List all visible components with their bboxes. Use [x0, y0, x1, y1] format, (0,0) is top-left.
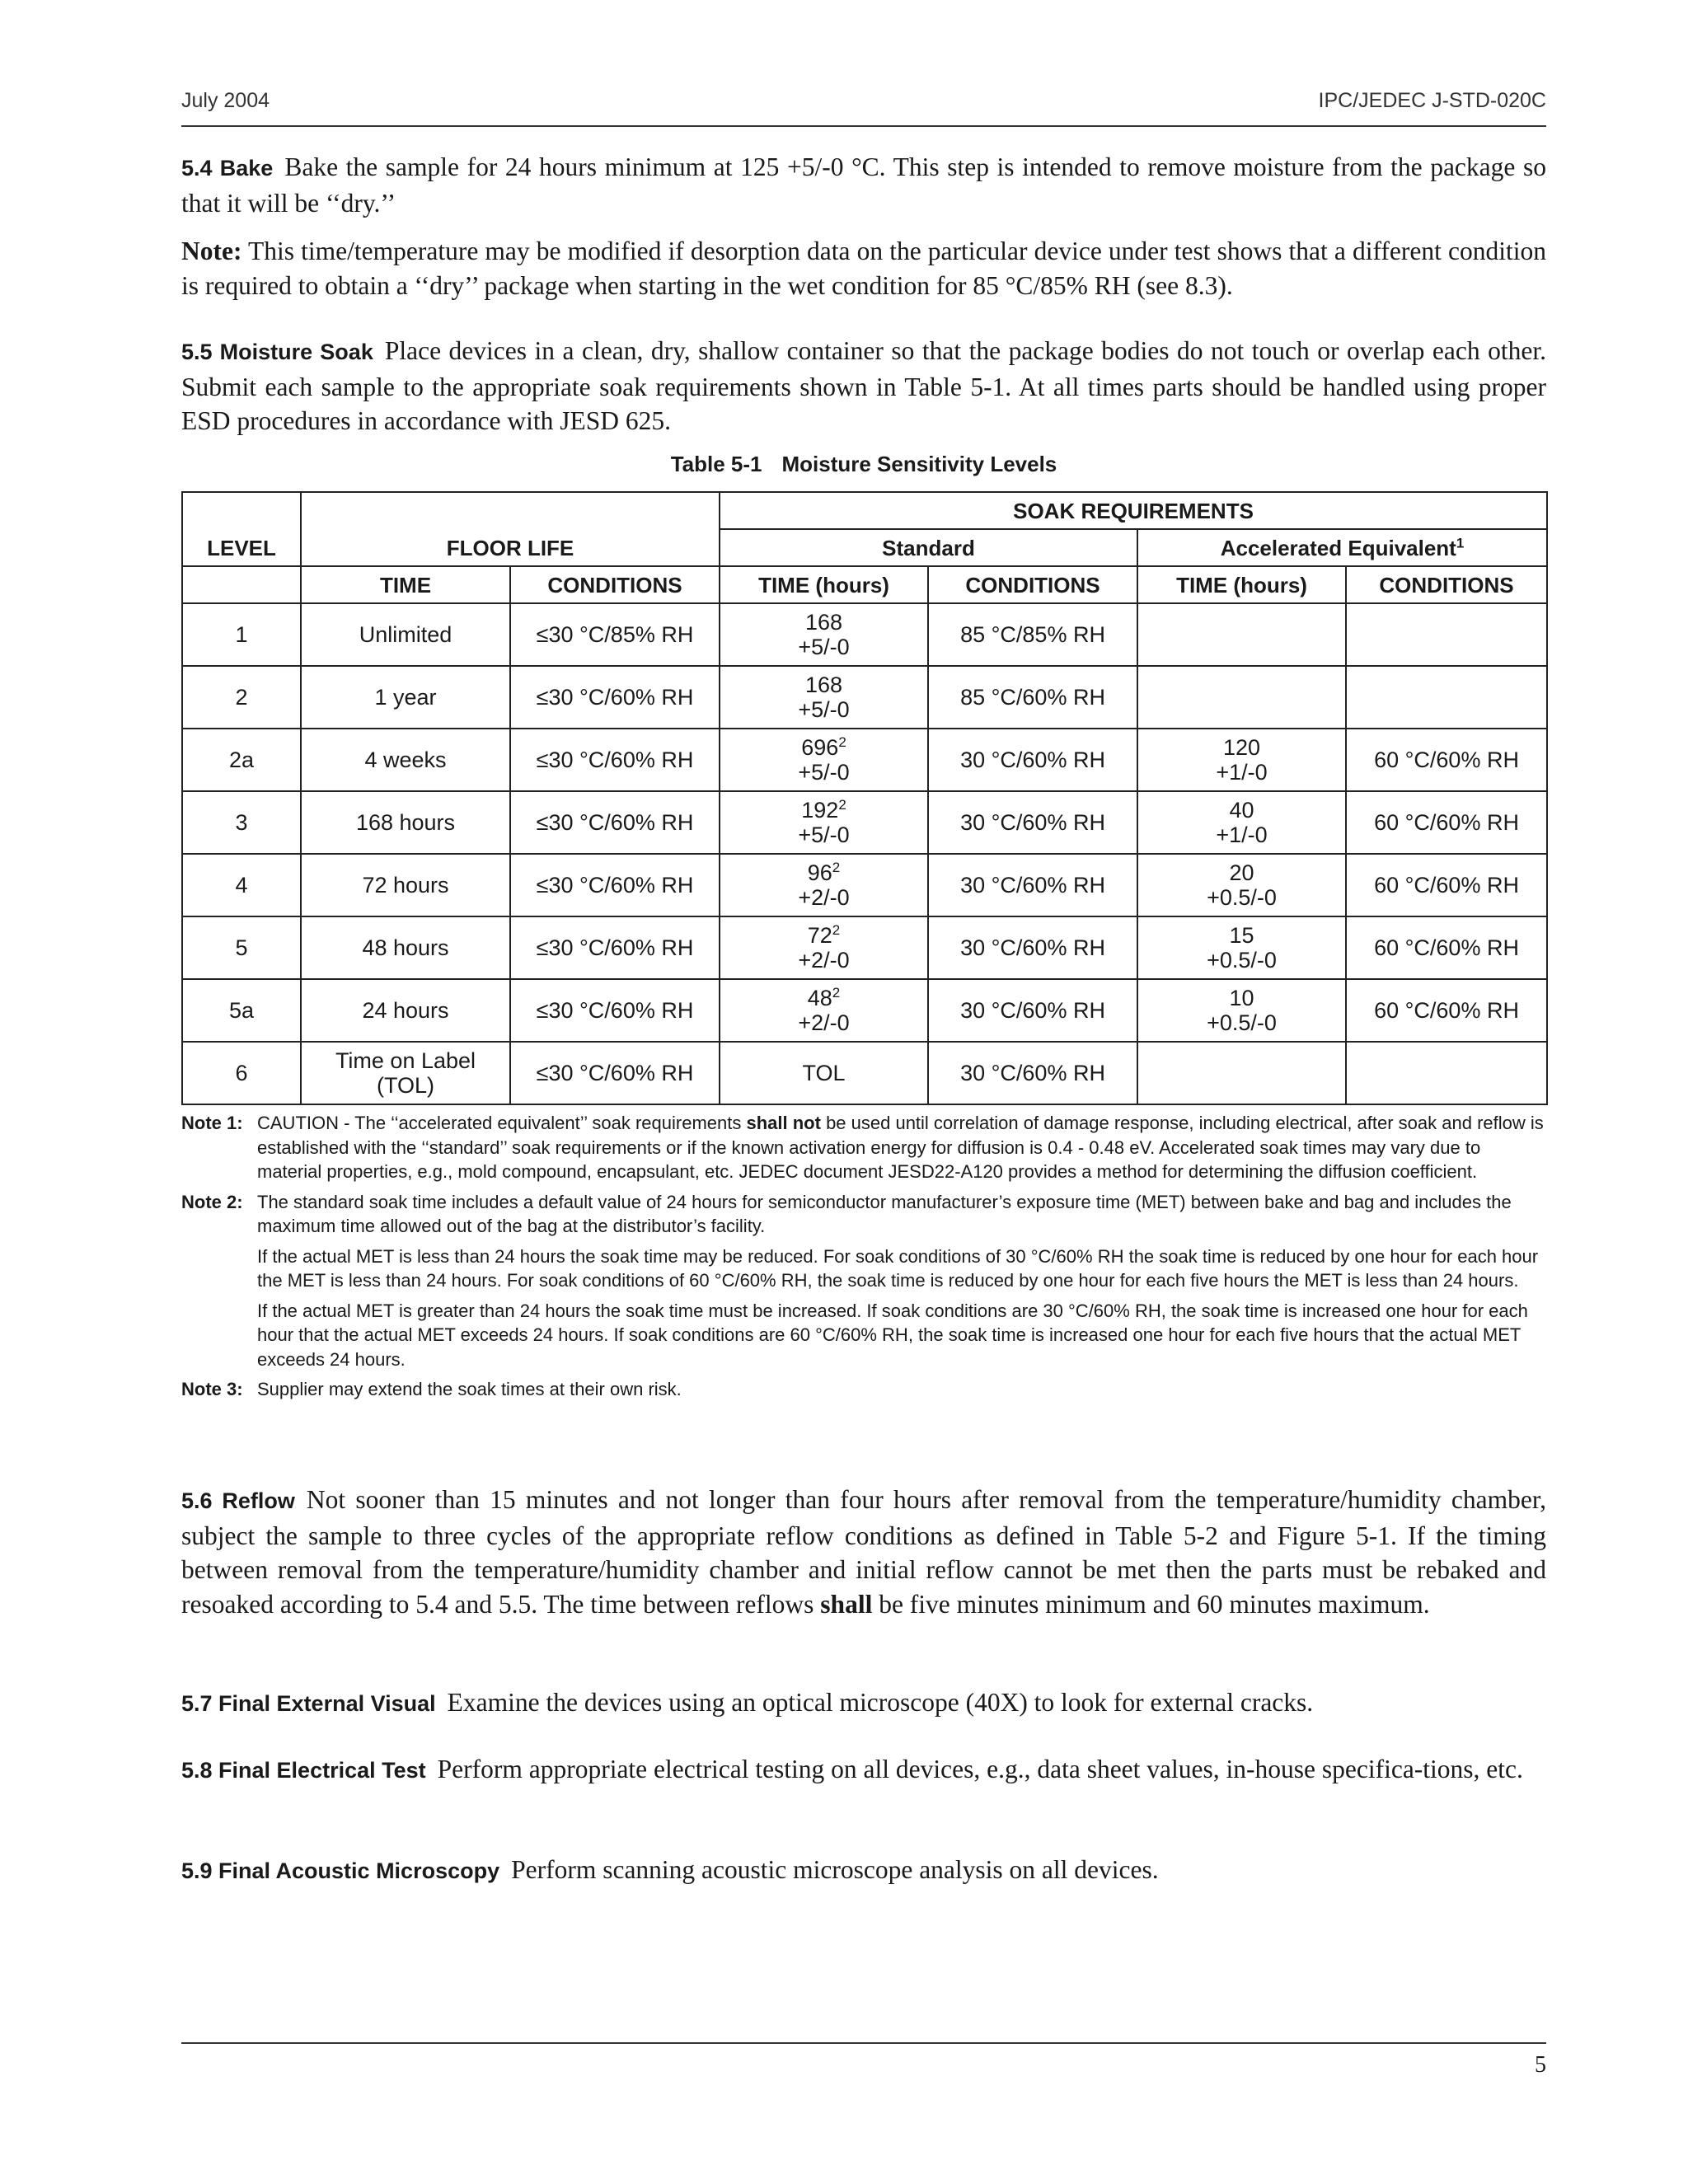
std-time-footnote: 2 — [832, 922, 841, 938]
table-row — [182, 979, 1547, 1042]
header-level: LEVEL — [182, 492, 301, 566]
section-text: be five minutes minimum and 60 minutes maximum. — [879, 1589, 1430, 1619]
section-heading: 5.9 Final Acoustic Microscopy — [181, 1858, 500, 1883]
cell-std-time — [720, 791, 928, 854]
cell-floor-conditions: ≤30 °C/60% RH — [510, 854, 720, 916]
table-row — [182, 791, 1547, 854]
cell-floor-conditions: ≤30 °C/60% RH — [510, 1042, 720, 1104]
section-5-8-final-electrical-test — [181, 1752, 1546, 1788]
running-header — [181, 86, 1546, 127]
std-time-value: 72 — [807, 923, 832, 948]
cell-level: 2a — [182, 729, 301, 791]
std-time-value: 696 — [801, 735, 839, 760]
section-heading: 5.5 Moisture Soak — [181, 340, 373, 364]
table-row — [182, 916, 1547, 979]
header-conditions: CONDITIONS — [510, 566, 720, 603]
header-std-conditions: CONDITIONS — [928, 566, 1137, 603]
cell-floor-time: 168 hours — [301, 791, 510, 854]
bake-note — [181, 234, 1546, 302]
acc-time-value: 15 — [1229, 923, 1254, 948]
acc-time-tolerance: +0.5/-0 — [1207, 948, 1277, 972]
table-row — [182, 854, 1547, 916]
cell-std-conditions: 30 °C/60% RH — [928, 1042, 1137, 1104]
table-row — [182, 1042, 1547, 1104]
section-5-5-moisture-soak — [181, 334, 1546, 438]
cell-level: 5a — [182, 979, 301, 1042]
cell-floor-conditions: ≤30 °C/60% RH — [510, 916, 720, 979]
std-time-value: 192 — [801, 798, 839, 823]
section-text: Perform scanning acoustic microscope analysis on all devices. — [511, 1855, 1159, 1884]
header-time: TIME — [301, 566, 510, 603]
cell-std-conditions: 30 °C/60% RH — [928, 791, 1137, 854]
cell-acc-conditions — [1346, 603, 1547, 666]
cell-level: 6 — [182, 1042, 301, 1104]
note-emphasis: shall not — [746, 1113, 821, 1133]
header-acc-conditions: CONDITIONS — [1346, 566, 1547, 603]
section-emphasis: shall — [820, 1589, 873, 1619]
cell-std-time — [720, 916, 928, 979]
cell-acc-conditions — [1346, 1042, 1547, 1104]
std-time-footnote: 2 — [838, 797, 846, 813]
section-text: Perform appropriate electrical testing on all devices, e.g., data sheet values, in-house specifica-tions, etc. — [437, 1755, 1523, 1783]
std-time-value: 48 — [807, 986, 832, 1010]
cell-std-time — [720, 666, 928, 729]
cell-std-time — [720, 729, 928, 791]
acc-time-tolerance: +1/-0 — [1216, 760, 1268, 785]
cell-floor-conditions: ≤30 °C/60% RH — [510, 729, 720, 791]
table-row — [182, 603, 1547, 666]
page-number: 5 — [1535, 2052, 1546, 2078]
note-paragraph: The standard soak time includes a default value of 24 hours for semiconductor manufacturer’s exposure time (MET) between bake and bag and includes the maximum time allowed out of the bag at the distributor’s facility. — [257, 1191, 1512, 1236]
acc-time-value: 20 — [1229, 860, 1254, 885]
cell-floor-time: 48 hours — [301, 916, 510, 979]
section-text: Bake the sample for 24 hours minimum at 125 +5/-0 °C. This step is intended to remove moisture from the package so that it will be ‘‘dry.’’ — [181, 152, 1546, 218]
header-empty — [182, 566, 301, 603]
table-row — [182, 729, 1547, 791]
note-label: Note 1: — [181, 1113, 243, 1133]
section-heading: 5.4 Bake — [181, 156, 274, 180]
cell-floor-time: 1 year — [301, 666, 510, 729]
cell-acc-time — [1137, 979, 1346, 1042]
header-doc-id: IPC/JEDEC J-STD-020C — [1318, 89, 1546, 112]
section-heading: 5.7 Final External Visual — [181, 1691, 436, 1716]
acc-time-tolerance: +0.5/-0 — [1207, 885, 1277, 910]
cell-floor-conditions: ≤30 °C/60% RH — [510, 666, 720, 729]
cell-acc-conditions — [1346, 666, 1547, 729]
section-5-4-bake — [181, 150, 1546, 220]
cell-std-time: TOL — [720, 1042, 928, 1104]
cell-acc-time — [1137, 603, 1346, 666]
section-heading: 5.8 Final Electrical Test — [181, 1758, 426, 1783]
footer-rule — [181, 2042, 1546, 2044]
std-time-value: 96 — [807, 860, 832, 885]
cell-floor-conditions: ≤30 °C/60% RH — [510, 979, 720, 1042]
table-row — [182, 666, 1547, 729]
header-acc-time: TIME (hours) — [1137, 566, 1346, 603]
std-time-tolerance: +2/-0 — [798, 885, 850, 910]
cell-std-conditions: 30 °C/60% RH — [928, 916, 1137, 979]
note-label: Note: — [181, 237, 242, 265]
header-floor-life: FLOOR LIFE — [301, 492, 720, 566]
std-time-footnote: 2 — [832, 860, 841, 875]
cell-std-conditions: 85 °C/85% RH — [928, 603, 1137, 666]
note-2 — [181, 1190, 1546, 1372]
note-label: Note 3: — [181, 1379, 243, 1399]
std-time-value: 168 — [804, 610, 843, 635]
section-5-7-final-external-visual — [181, 1685, 1546, 1722]
std-time-value: 168 — [804, 673, 843, 697]
acc-time-tolerance: +1/-0 — [1216, 823, 1268, 847]
table-caption — [181, 452, 1546, 477]
cell-std-time — [720, 603, 928, 666]
cell-level: 1 — [182, 603, 301, 666]
cell-acc-conditions: 60 °C/60% RH — [1346, 729, 1547, 791]
section-text: Place devices in a clean, dry, shallow container so that the package bodies do not touch or overlap each other. Submit each sample to the appropriate soak requirements shown in Table 5-1. At all times parts should be handled using proper ESD procedures in accordance with JESD 625. — [181, 336, 1546, 435]
acc-time-value: 40 — [1229, 798, 1254, 823]
std-time-tolerance: +5/-0 — [798, 760, 850, 785]
cell-acc-time — [1137, 791, 1346, 854]
cell-level: 5 — [182, 916, 301, 979]
cell-std-time — [720, 854, 928, 916]
cell-std-conditions: 85 °C/60% RH — [928, 666, 1137, 729]
cell-floor-conditions: ≤30 °C/85% RH — [510, 603, 720, 666]
header-accelerated-footnote: 1 — [1456, 534, 1465, 551]
header-date: July 2004 — [181, 89, 270, 112]
section-5-9-final-acoustic-microscopy — [181, 1853, 1546, 1889]
cell-floor-time — [301, 1042, 510, 1104]
std-time-tolerance: +5/-0 — [798, 635, 850, 659]
cell-floor-time: 24 hours — [301, 979, 510, 1042]
cell-acc-time — [1137, 666, 1346, 729]
note-paragraph: If the actual MET is greater than 24 hours the soak time must be increased. If soak conditions are 30 °C/60% RH, the soak time is increased one hour for each hour that the actual MET exceeds 24 hours. If soak conditions are 60 °C/60% RH, the soak time is increased one hour for each five hours that the actual MET exceeds 24 hours. — [257, 1300, 1528, 1370]
table-caption-title: Moisture Sensitivity Levels — [781, 452, 1057, 476]
note-paragraph: If the actual MET is less than 24 hours the soak time may be reduced. For soak conditions of 30 °C/60% RH the soak time is reduced by one hour for each hour the MET is less than 24 hours. For soak conditions of 60 °C/60% RH, the soak time is reduced by one hour for each five hours the MET is less than 24 hours. — [257, 1245, 1539, 1291]
cell-level: 4 — [182, 854, 301, 916]
note-label: Note 2: — [181, 1191, 243, 1212]
cell-floor-time: Unlimited — [301, 603, 510, 666]
cell-std-time — [720, 979, 928, 1042]
cell-std-conditions: 30 °C/60% RH — [928, 854, 1137, 916]
moisture-sensitivity-table — [181, 491, 1548, 1105]
section-text: Examine the devices using an optical microscope (40X) to look for external cracks. — [447, 1688, 1314, 1717]
cell-level: 3 — [182, 791, 301, 854]
cell-level: 2 — [182, 666, 301, 729]
cell-acc-conditions: 60 °C/60% RH — [1346, 979, 1547, 1042]
std-time-footnote: 2 — [832, 985, 841, 1001]
cell-std-conditions: 30 °C/60% RH — [928, 979, 1137, 1042]
cell-acc-conditions: 60 °C/60% RH — [1346, 791, 1547, 854]
note-1 — [181, 1111, 1546, 1184]
cell-floor-time: 4 weeks — [301, 729, 510, 791]
header-soak-requirements: SOAK REQUIREMENTS — [720, 492, 1547, 529]
table-caption-number: Table 5-1 — [670, 452, 762, 476]
note-text: be used until correlation of damage response, including electrical, after soak and reflow is established with the ‘‘standard’’ soak requirements or if the known activation energy for diffusion is 0.4 - 0.48 eV. Accelerated soak times may vary due to material properties, e.g., mold compound, encapsulant, etc. JEDEC document JESD22-A120 provides a method for determining the diffusion coefficient. — [257, 1113, 1544, 1182]
std-time-tolerance: +5/-0 — [798, 823, 850, 847]
table-notes — [181, 1111, 1546, 1408]
note-text: CAUTION - The ‘‘accelerated equivalent’’ soak requirements — [257, 1113, 742, 1133]
std-time-tolerance: +5/-0 — [798, 697, 850, 722]
header-accelerated — [1137, 529, 1547, 566]
section-5-6-reflow — [181, 1483, 1546, 1621]
cell-std-conditions: 30 °C/60% RH — [928, 729, 1137, 791]
cell-acc-time — [1137, 1042, 1346, 1104]
header-std-time: TIME (hours) — [720, 566, 928, 603]
note-3 — [181, 1377, 1546, 1402]
header-standard: Standard — [720, 529, 1137, 566]
cell-acc-time — [1137, 729, 1346, 791]
std-time-tolerance: +2/-0 — [798, 948, 850, 972]
note-paragraph: Supplier may extend the soak times at their own risk. — [257, 1379, 682, 1399]
note-text: This time/temperature may be modified if desorption data on the particular device under test shows that a different condition is required to obtain a ‘‘dry’’ package when starting in the wet condition for 85 °C/85% RH (see 8.3). — [181, 237, 1546, 300]
std-time-footnote: 2 — [838, 734, 846, 750]
floor-time-line2: (TOL) — [376, 1073, 434, 1098]
cell-floor-conditions: ≤30 °C/60% RH — [510, 791, 720, 854]
cell-acc-conditions: 60 °C/60% RH — [1346, 854, 1547, 916]
floor-time-line1: Time on Label — [335, 1048, 476, 1073]
std-time-tolerance: +2/-0 — [798, 1010, 850, 1035]
section-text: Not sooner than 15 minutes and not longer than four hours after removal from the temperature/humidity chamber, subject the sample to three cycles of the appropriate reflow conditions as defined in Table 5-2 and Figure 5-1. If the timing between removal from the temperature/humidity chamber and initial reflow cannot be met then the parts must be rebaked and resoaked according to 5.4 and 5.5. The time between reflows — [181, 1485, 1546, 1619]
acc-time-tolerance: +0.5/-0 — [1207, 1010, 1277, 1035]
cell-acc-time — [1137, 854, 1346, 916]
header-accelerated-label: Accelerated Equivalent — [1220, 535, 1456, 560]
acc-time-value: 120 — [1222, 735, 1261, 760]
section-heading: 5.6 Reflow — [181, 1488, 295, 1513]
cell-acc-time — [1137, 916, 1346, 979]
cell-floor-time: 72 hours — [301, 854, 510, 916]
cell-acc-conditions: 60 °C/60% RH — [1346, 916, 1547, 979]
acc-time-value: 10 — [1229, 986, 1254, 1010]
